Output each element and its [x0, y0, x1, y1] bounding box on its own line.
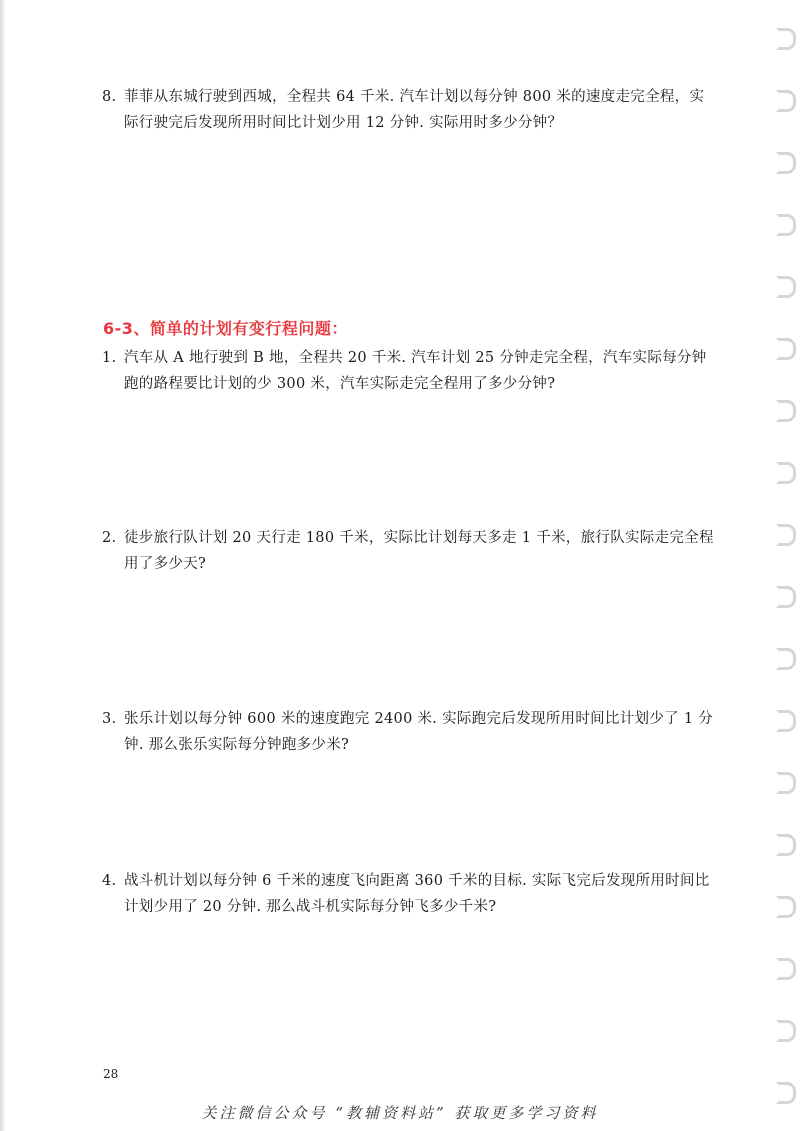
section-title: 6-3、简单的计划有变行程问题： [103, 319, 348, 338]
binder-ring-icon [776, 276, 796, 298]
binder-ring-icon [776, 648, 796, 670]
binder-ring-icon [776, 1020, 796, 1042]
binder-ring-icon [776, 1082, 796, 1104]
binder-ring-icon [776, 400, 796, 422]
problem-2 [102, 525, 730, 577]
problem-4 [102, 868, 730, 920]
problem-number: 1. [102, 350, 117, 366]
problem-text-line1: 汽车从 A 地行驶到 B 地，全程共 20 千米. 汽车计划 25 分钟走完全程，汽车实际每分钟 [124, 350, 707, 366]
binder-rings [764, 0, 800, 1131]
problem-text-line1: 战斗机计划以每分钟 6 千米的速度飞向距离 360 千米的目标. 实际飞完后发现所用时间比 [124, 873, 710, 889]
page-edge-shadow [0, 0, 6, 1131]
binder-ring-icon [776, 152, 796, 174]
binder-ring-icon [776, 710, 796, 732]
problem-text-line1: 徒步旅行队计划 20 天行走 180 千米，实际比计划每天多走 1 千米，旅行队实际走完全程 [124, 530, 714, 546]
problem-text-line2: 用了多少天? [124, 556, 207, 572]
page-number: 28 [103, 1067, 119, 1081]
binder-ring-icon [776, 338, 796, 360]
problem-number: 4. [102, 873, 117, 889]
binder-ring-icon [776, 896, 796, 918]
problem-8 [102, 84, 730, 136]
problem-number: 8. [102, 89, 117, 105]
binder-ring-icon [776, 28, 796, 50]
binder-ring-icon [776, 90, 796, 112]
binder-ring-icon [776, 772, 796, 794]
footer-promo-text: 关注微信公众号 “教辅资料站” 获取更多学习资料 [201, 1104, 599, 1122]
binder-ring-icon [776, 586, 796, 608]
problem-3 [102, 706, 730, 758]
problem-1 [102, 345, 730, 397]
problem-number: 2. [102, 530, 117, 546]
problem-text-line2: 际行驶完后发现所用时间比计划少用 12 分钟. 实际用时多少分钟？ [124, 115, 563, 131]
binder-ring-icon [776, 834, 796, 856]
binder-ring-icon [776, 524, 796, 546]
binder-ring-icon [776, 462, 796, 484]
binder-ring-icon [776, 214, 796, 236]
binder-ring-icon [776, 958, 796, 980]
problem-text-line1: 张乐计划以每分钟 600 米的速度跑完 2400 米. 实际跑完后发现所用时间比计划少了 1 分 [124, 711, 714, 727]
problem-number: 3. [102, 711, 117, 727]
problem-text-line2: 钟. 那么张乐实际每分钟跑多少米? [124, 737, 350, 753]
problem-text-line1: 菲菲从东城行驶到西城，全程共 64 千米. 汽车计划以每分钟 800 米的速度走完全程，实 [124, 89, 705, 105]
problem-text-line2: 跑的路程要比计划的少 300 米，汽车实际走完全程用了多少分钟? [124, 376, 556, 392]
problem-text-line2: 计划少用了 20 分钟. 那么战斗机实际每分钟飞多少千米? [124, 899, 497, 915]
